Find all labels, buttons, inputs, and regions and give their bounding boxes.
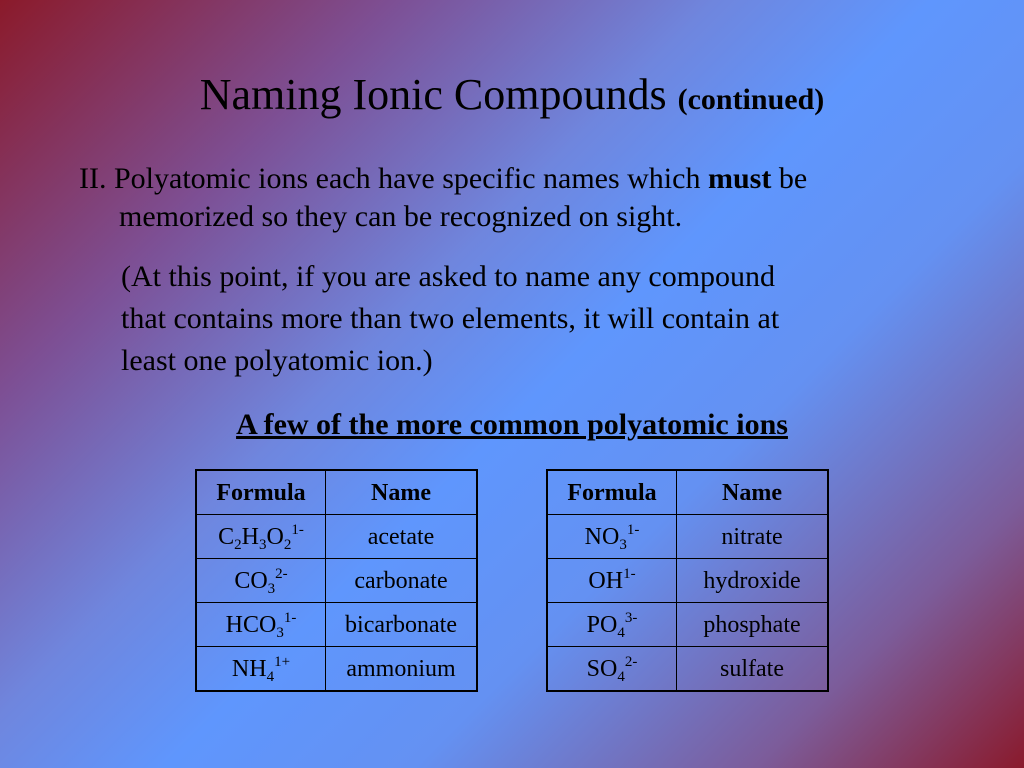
formula-cell bbox=[547, 559, 677, 603]
header-formula: Formula bbox=[196, 470, 326, 515]
formula-subscript: 4 bbox=[617, 668, 625, 685]
ion-name-cell: sulfate bbox=[677, 647, 829, 692]
main-point bbox=[79, 160, 807, 236]
table-row bbox=[196, 559, 477, 603]
formula-subscript: 3 bbox=[267, 580, 276, 597]
table-row bbox=[196, 515, 477, 559]
table-row bbox=[547, 603, 828, 647]
formula-cell bbox=[196, 647, 326, 692]
table-header-row bbox=[547, 470, 828, 515]
ion-name-cell: bicarbonate bbox=[326, 603, 478, 647]
formula-subscript: 3 bbox=[619, 536, 627, 553]
table-row bbox=[196, 647, 477, 692]
table-caption: A few of the more common polyatomic ions bbox=[236, 408, 788, 441]
header-formula: Formula bbox=[547, 470, 677, 515]
ion-name-cell: ammonium bbox=[326, 647, 478, 692]
formula-element: NO bbox=[584, 523, 620, 550]
formula-element: H bbox=[241, 523, 259, 550]
formula-element: HCO bbox=[225, 611, 277, 638]
formula-charge: 3- bbox=[624, 609, 638, 626]
ion-name-cell: phosphate bbox=[677, 603, 829, 647]
table-header-row bbox=[196, 470, 477, 515]
formula-element: CO bbox=[234, 567, 268, 594]
formula-cell bbox=[196, 559, 326, 603]
formula-charge: 2- bbox=[275, 565, 288, 582]
formula-cell bbox=[547, 603, 677, 647]
formula-subscript: 4 bbox=[266, 668, 275, 685]
main-point-line2: memorized so they can be recognized on sight. bbox=[119, 200, 683, 233]
note-line-2: that contains more than two elements, it will contain at bbox=[121, 302, 780, 335]
formula-subscript: 2 bbox=[234, 536, 242, 553]
title-suffix: (continued) bbox=[677, 83, 825, 116]
title-text: Naming Ionic Compounds bbox=[199, 70, 667, 119]
slide-title bbox=[0, 68, 1024, 127]
table-row bbox=[547, 515, 828, 559]
main-point-emphasis: must bbox=[707, 162, 772, 195]
formula-element: OH bbox=[588, 567, 624, 594]
formula-charge: 2- bbox=[624, 653, 638, 670]
formula-charge: 1- bbox=[291, 521, 304, 538]
formula-subscript: 3 bbox=[276, 624, 284, 641]
note-line-1: (At this point, if you are asked to name any compound bbox=[121, 260, 776, 293]
formula-element: C bbox=[218, 523, 235, 550]
ion-name-cell: hydroxide bbox=[677, 559, 829, 603]
table-row bbox=[547, 647, 828, 692]
table-row bbox=[196, 603, 477, 647]
formula-charge: 1- bbox=[283, 609, 297, 626]
formula-cell bbox=[547, 515, 677, 559]
formula-subscript: 2 bbox=[283, 536, 292, 553]
ion-name-cell: nitrate bbox=[677, 515, 829, 559]
header-name: Name bbox=[326, 470, 478, 515]
note-line-3: least one polyatomic ion.) bbox=[121, 344, 433, 377]
formula-charge: 1- bbox=[623, 565, 636, 582]
formula-element: SO bbox=[586, 655, 618, 682]
ions-table-left bbox=[195, 469, 478, 692]
formula-element: O bbox=[266, 523, 284, 550]
formula-cell bbox=[196, 515, 326, 559]
note-paragraph bbox=[121, 256, 779, 382]
formula-charge: 1- bbox=[626, 521, 640, 538]
formula-element: NH bbox=[231, 655, 267, 682]
ion-name-cell: acetate bbox=[326, 515, 478, 559]
formula-cell bbox=[196, 603, 326, 647]
ions-table-right bbox=[546, 469, 829, 692]
header-name: Name bbox=[677, 470, 829, 515]
main-point-line1-end: be bbox=[778, 162, 808, 195]
ion-name-cell: carbonate bbox=[326, 559, 478, 603]
table-row bbox=[547, 559, 828, 603]
main-point-prefix: II. Polyatomic ions each have specific names which bbox=[79, 162, 701, 195]
formula-cell bbox=[547, 647, 677, 692]
formula-subscript: 4 bbox=[617, 624, 625, 641]
formula-charge: 1+ bbox=[274, 653, 291, 670]
formula-element: PO bbox=[586, 611, 618, 638]
formula-subscript: 3 bbox=[259, 536, 267, 553]
